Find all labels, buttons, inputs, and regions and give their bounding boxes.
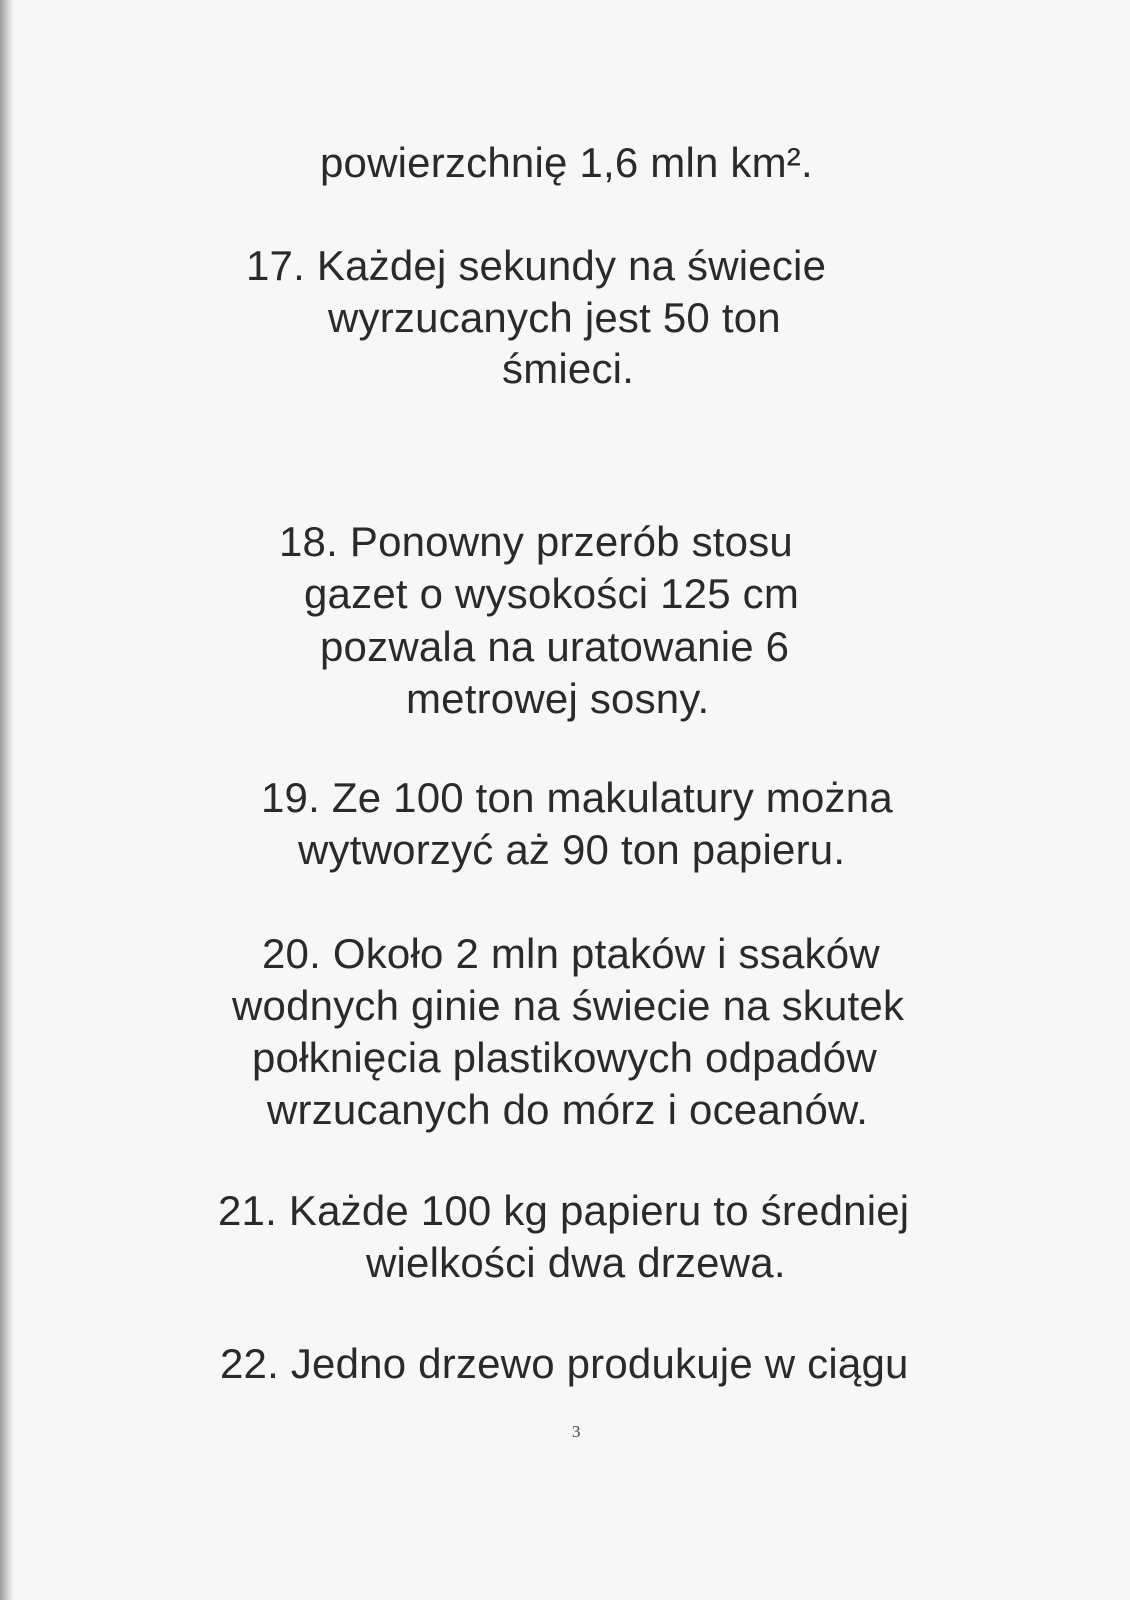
fact-20-line-1: 20. Około 2 mln ptaków i ssaków	[262, 930, 880, 977]
fact-18-line-2: gazet o wysokości 125 cm	[304, 570, 800, 617]
fact-19-line-2: wytworzyć aż 90 ton papieru.	[298, 826, 846, 873]
text-line-continuation: powierzchnię 1,6 mln km².	[320, 139, 813, 186]
fact-17-line-3: śmieci.	[502, 345, 635, 392]
fact-17-line-1: 17. Każdej sekundy na świecie	[246, 242, 827, 289]
fact-17-line-2: wyrzucanych jest 50 ton	[328, 294, 781, 341]
fact-22-line-1: 22. Jedno drzewo produkuje w ciągu	[220, 1340, 909, 1387]
fact-18-line-3: pozwala na uratowanie 6	[320, 623, 790, 670]
fact-18-line-1: 18. Ponowny przerób stosu	[279, 518, 793, 565]
fact-20-line-3: połknięcia plastikowych odpadów	[252, 1034, 877, 1081]
fact-20-line-2: wodnych ginie na świecie na skutek	[232, 982, 905, 1029]
fact-18-line-4: metrowej sosny.	[406, 675, 710, 722]
fact-21-line-2: wielkości dwa drzewa.	[366, 1239, 786, 1286]
page-number: 3	[572, 1422, 581, 1441]
fact-21-line-1: 21. Każde 100 kg papieru to średniej	[218, 1187, 910, 1234]
fact-20-line-4: wrzucanych do mórz i oceanów.	[267, 1086, 869, 1133]
fact-19-line-1: 19. Ze 100 ton makulatury można	[261, 774, 893, 821]
